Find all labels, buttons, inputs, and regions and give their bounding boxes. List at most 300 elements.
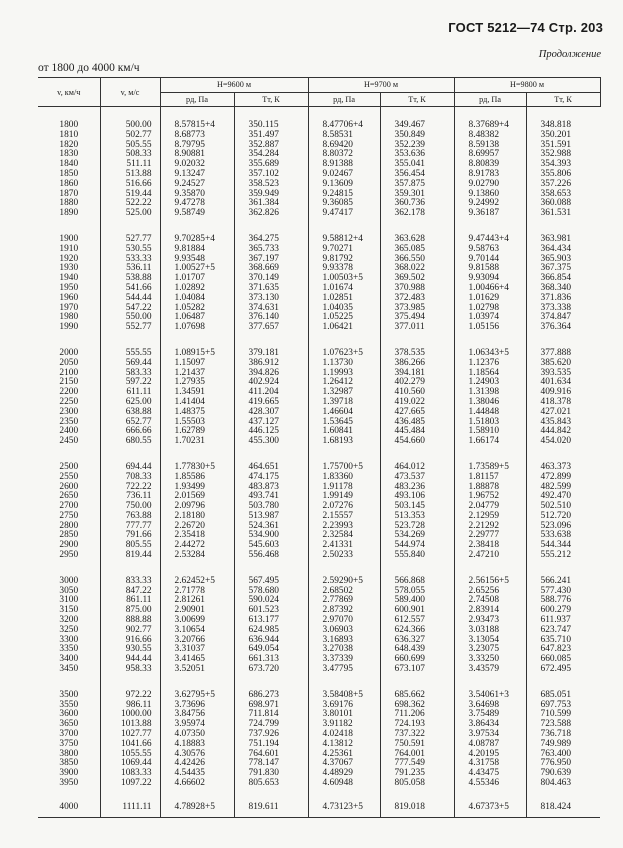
col-header-v-ms: v, м/с [100,78,160,107]
cell-t-9700: 483.236 [380,483,454,493]
cell-t-9700: 454.660 [380,437,454,447]
cell-pd-9700: 1.39718 [308,398,380,408]
cell-t-9800: 371.836 [526,294,600,304]
table-row [38,398,600,408]
table-row [38,274,600,284]
cell-pd-9700: 1.19993 [308,369,380,379]
cell-v-kmh: 2000 [59,347,79,358]
cell-pd-9800: 1.02798 [454,304,526,314]
cell-pd-9800: 9.24992 [454,199,526,209]
cell-t-9700: 394.181 [380,369,454,379]
cell-pd-9800: 4.55346 [454,779,526,789]
cell-pd-9700: 3.27038 [308,645,380,655]
table-row [38,789,600,817]
cell-t-9600: 724.799 [234,720,308,730]
cell-t-9800: 401.634 [526,378,600,388]
cell-pd-9600: 2.18180 [160,512,234,522]
cell-t-9600: 524.361 [234,522,308,532]
cell-pd-9600: 1.77830+5 [160,447,234,473]
cell-pd-9800: 8.69957 [454,150,526,160]
cell-pd-9800: 8.37689+4 [454,107,526,131]
cell-v-kmh: 4000 [38,789,100,817]
cell-pd-9600: 3.41465 [160,655,234,665]
cell-pd-9600: 3.62795+5 [160,675,234,701]
cell-pd-9600: 4.42426 [160,759,234,769]
cell-v-kmh: 3500 [59,689,79,700]
cell-v-kmh: 2500 [59,461,79,472]
cell-pd-9800: 1.73589+5 [454,447,526,473]
cell-v-ms: 1013.88 [100,720,160,730]
cell-t-9800: 393.535 [526,369,600,379]
table-row [38,473,600,483]
cell-t-9800: 611.937 [526,616,600,626]
cell-t-9600: 661.313 [234,655,308,665]
cell-t-9700: 578.055 [380,587,454,597]
cell-pd-9600: 2.35418 [160,531,234,541]
cell-v-kmh: 3300 [59,634,79,645]
cell-v-ms: 930.55 [100,645,160,655]
cell-pd-9700: 2.23993 [308,522,380,532]
page-header: ГОСТ 5212—74 Стр. 203 [448,20,603,35]
cell-t-9800: 790.639 [526,769,600,779]
cell-pd-9600: 8.79795 [160,141,234,151]
cell-t-9700: 445.484 [380,427,454,437]
cell-v-ms: 1111.11 [100,789,160,817]
cell-pd-9800: 8.91783 [454,170,526,180]
cell-pd-9800: 2.12959 [454,512,526,522]
cell-pd-9800: 3.13054 [454,636,526,646]
cell-pd-9800: 4.08787 [454,740,526,750]
cell-t-9700: 566.868 [380,561,454,587]
cell-pd-9600: 9.47278 [160,199,234,209]
cell-pd-9800: 1.00466+4 [454,284,526,294]
cell-pd-9700: 2.32584 [308,531,380,541]
cell-pd-9600: 8.57815+4 [160,107,234,131]
cell-pd-9800: 1.66174 [454,437,526,447]
table-row [38,190,600,200]
table-row [38,427,600,437]
cell-v-kmh: 2700 [59,501,79,512]
col-header-h9800: H=9800 м [454,78,600,93]
cell-t-9700: 373.985 [380,304,454,314]
col-header-pd: pд, Па [308,92,380,107]
cell-v-ms: 805.55 [100,541,160,551]
cell-v-ms: 552.77 [100,323,160,333]
cell-v-ms: 1041.66 [100,740,160,750]
cell-v-kmh: 1940 [59,273,79,284]
cell-pd-9800: 1.96752 [454,492,526,502]
cell-pd-9600: 2.90901 [160,606,234,616]
cell-t-9600: 711.814 [234,710,308,720]
cell-t-9600: 613.177 [234,616,308,626]
cell-pd-9600: 1.02892 [160,284,234,294]
cell-pd-9600: 3.95974 [160,720,234,730]
cell-v-kmh: 2950 [59,550,79,561]
cell-t-9800: 776.950 [526,759,600,769]
cell-v-kmh: 2450 [59,436,79,447]
table-row [38,512,600,522]
cell-pd-9600: 9.93548 [160,255,234,265]
cell-t-9600: 357.102 [234,170,308,180]
cell-v-ms: 944.44 [100,655,160,665]
cell-t-9800: 409.916 [526,388,600,398]
cell-pd-9600: 1.00527+5 [160,264,234,274]
table-row [38,418,600,428]
cell-pd-9700: 4.48929 [308,769,380,779]
table-row [38,551,600,561]
cell-pd-9800: 3.86434 [454,720,526,730]
cell-t-9600: 556.468 [234,551,308,561]
cell-t-9800: 377.888 [526,333,600,359]
cell-t-9600: 386.912 [234,359,308,369]
cell-pd-9700: 1.06421 [308,323,380,333]
cell-pd-9600: 1.34591 [160,388,234,398]
cell-t-9600: 377.657 [234,323,308,333]
cell-t-9800: 348.818 [526,107,600,131]
cell-t-9700: 365.085 [380,245,454,255]
cell-t-9700: 819.018 [380,789,454,817]
cell-pd-9800: 3.43579 [454,665,526,675]
cell-pd-9800: 4.31758 [454,759,526,769]
cell-pd-9600: 9.35870 [160,190,234,200]
cell-pd-9800: 4.43475 [454,769,526,779]
cell-t-9700: 523.728 [380,522,454,532]
cell-v-kmh: 2800 [59,520,79,531]
cell-v-ms: 550.00 [100,313,160,323]
cell-t-9700: 791.235 [380,769,454,779]
cell-t-9600: 370.149 [234,274,308,284]
cell-pd-9800: 9.47443+4 [454,219,526,245]
cell-pd-9600: 9.02032 [160,160,234,170]
table-row [38,483,600,493]
cell-t-9600: 673.720 [234,665,308,675]
cell-pd-9600: 4.07350 [160,730,234,740]
col-header-t: Tт, К [526,92,600,107]
cell-t-9700: 555.840 [380,551,454,561]
cell-pd-9800: 8.48382 [454,131,526,141]
cell-pd-9700: 9.81792 [308,255,380,265]
cell-t-9600: 376.140 [234,313,308,323]
cell-pd-9600: 9.81884 [160,245,234,255]
cell-t-9700: 648.439 [380,645,454,655]
cell-v-kmh: 1990 [59,322,79,333]
cell-t-9800: 588.776 [526,596,600,606]
table-row [38,626,600,636]
cell-v-kmh: 3050 [59,585,79,596]
cell-v-ms: 525.00 [100,209,160,219]
cell-v-ms: 763.88 [100,512,160,522]
cell-pd-9700: 2.87392 [308,606,380,616]
cell-v-ms: 527.77 [100,219,160,245]
cell-pd-9600: 1.70231 [160,437,234,447]
cell-t-9600: 737.926 [234,730,308,740]
cell-t-9700: 436.485 [380,418,454,428]
cell-pd-9700: 9.58812+4 [308,219,380,245]
cell-t-9800: 749.989 [526,740,600,750]
cell-pd-9600: 8.68773 [160,131,234,141]
cell-t-9600: 483.873 [234,483,308,493]
table-row [38,655,600,665]
cell-v-kmh: 1970 [59,302,79,313]
table-row [38,160,600,170]
cell-v-kmh: 2900 [59,540,79,551]
cell-t-9700: 350.849 [380,131,454,141]
cell-v-ms: 722.22 [100,483,160,493]
cell-t-9700: 349.467 [380,107,454,131]
cell-t-9800: 368.340 [526,284,600,294]
table-row [38,150,600,160]
cell-t-9600: 446.125 [234,427,308,437]
cell-pd-9800: 3.54061+3 [454,675,526,701]
cell-pd-9800: 1.81157 [454,473,526,483]
cell-v-ms: 750.00 [100,502,160,512]
cell-pd-9700: 9.47417 [308,209,380,219]
cell-v-ms: 819.44 [100,551,160,561]
cell-t-9600: 474.175 [234,473,308,483]
cell-t-9600: 764.601 [234,750,308,760]
cell-t-9800: 512.720 [526,512,600,522]
cell-t-9600: 698.971 [234,701,308,711]
table-row [38,492,600,502]
cell-t-9800: 710.599 [526,710,600,720]
cell-v-ms: 569.44 [100,359,160,369]
cell-pd-9700: 4.13812 [308,740,380,750]
cell-pd-9600: 2.01569 [160,492,234,502]
col-header-t: Tт, К [380,92,454,107]
cell-v-kmh: 1920 [59,253,79,264]
cell-t-9700: 370.988 [380,284,454,294]
cell-pd-9800: 1.38046 [454,398,526,408]
cell-t-9600: 364.275 [234,219,308,245]
cell-v-ms: 536.11 [100,264,160,274]
cell-pd-9800: 2.83914 [454,606,526,616]
cell-pd-9600: 3.10654 [160,626,234,636]
cell-pd-9700: 2.41331 [308,541,380,551]
cell-v-ms: 1069.44 [100,759,160,769]
cell-pd-9600: 1.41404 [160,398,234,408]
cell-pd-9700: 8.58531 [308,131,380,141]
cell-pd-9700: 1.01674 [308,284,380,294]
cell-v-kmh: 1850 [59,168,79,179]
cell-t-9600: 464.651 [234,447,308,473]
cell-v-ms: 1055.55 [100,750,160,760]
cell-v-kmh: 2850 [59,530,79,541]
cell-t-9600: 371.635 [234,284,308,294]
cell-t-9600: 362.826 [234,209,308,219]
cell-t-9600: 358.523 [234,180,308,190]
cell-pd-9600: 1.93499 [160,483,234,493]
cell-pd-9800: 2.29777 [454,531,526,541]
cell-t-9700: 386.266 [380,359,454,369]
cell-pd-9600: 1.85586 [160,473,234,483]
table-body [38,107,600,818]
cell-t-9800: 354.393 [526,160,600,170]
cell-t-9800: 360.088 [526,199,600,209]
cell-v-kmh: 3850 [59,758,79,769]
table-row [38,522,600,532]
cell-t-9700: 777.549 [380,759,454,769]
cell-pd-9700: 8.47706+4 [308,107,380,131]
gost-data-table [38,77,601,818]
cell-pd-9800: 4.20195 [454,750,526,760]
cell-t-9700: 352.239 [380,141,454,151]
cell-v-kmh: 3600 [59,709,79,720]
cell-pd-9700: 2.50233 [308,551,380,561]
cell-pd-9600: 1.21437 [160,369,234,379]
cell-pd-9700: 3.47795 [308,665,380,675]
cell-pd-9700: 4.60948 [308,779,380,789]
cell-v-kmh: 1830 [59,149,79,160]
cell-v-ms: 847.22 [100,587,160,597]
cell-v-ms: 638.88 [100,408,160,418]
cell-v-ms: 500.00 [100,107,160,131]
cell-t-9800: 685.051 [526,675,600,701]
cell-v-kmh: 1900 [59,233,79,244]
cell-pd-9600: 1.04084 [160,294,234,304]
cell-t-9800: 350.201 [526,131,600,141]
cell-v-kmh: 2050 [59,357,79,368]
cell-pd-9700: 3.16893 [308,636,380,646]
cell-pd-9800: 2.38418 [454,541,526,551]
cell-v-kmh: 3550 [59,699,79,710]
cell-pd-9800: 3.33250 [454,655,526,665]
cell-t-9800: 763.400 [526,750,600,760]
cell-t-9800: 444.842 [526,427,600,437]
cell-pd-9800: 1.31398 [454,388,526,398]
cell-t-9700: 503.145 [380,502,454,512]
cell-pd-9600: 4.54435 [160,769,234,779]
table-row [38,561,600,587]
cell-v-ms: 972.22 [100,675,160,701]
cell-t-9700: 805.058 [380,779,454,789]
col-header-h9700: H=9700 м [308,78,454,93]
cell-pd-9800: 8.59138 [454,141,526,151]
cell-t-9700: 372.483 [380,294,454,304]
cell-pd-9800: 9.13860 [454,190,526,200]
cell-v-kmh: 3200 [59,615,79,626]
cell-t-9600: 350.115 [234,107,308,131]
cell-t-9800: 818.424 [526,789,600,817]
cell-t-9800: 660.085 [526,655,600,665]
table-row [38,209,600,219]
cell-t-9600: 379.181 [234,333,308,359]
cell-t-9800: 482.599 [526,483,600,493]
cell-v-kmh: 3250 [59,624,79,635]
cell-pd-9800: 2.65256 [454,587,526,597]
cell-v-ms: 519.44 [100,190,160,200]
cell-pd-9700: 1.91178 [308,483,380,493]
cell-t-9800: 492.470 [526,492,600,502]
cell-t-9600: 686.273 [234,675,308,701]
col-header-pd: pд, Па [454,92,526,107]
cell-v-kmh: 2100 [59,367,79,378]
cell-pd-9800: 1.44848 [454,408,526,418]
cell-t-9800: 804.463 [526,779,600,789]
cell-t-9700: 600.901 [380,606,454,616]
table-row [38,141,600,151]
cell-v-ms: 513.88 [100,170,160,180]
cell-t-9600: 351.497 [234,131,308,141]
cell-pd-9700: 1.83360 [308,473,380,483]
cell-t-9600: 355.689 [234,160,308,170]
cell-t-9600: 590.024 [234,596,308,606]
cell-v-ms: 833.33 [100,561,160,587]
cell-t-9700: 493.106 [380,492,454,502]
cell-pd-9700: 4.02418 [308,730,380,740]
cell-t-9600: 402.924 [234,378,308,388]
cell-t-9800: 533.638 [526,531,600,541]
cell-t-9600: 428.307 [234,408,308,418]
cell-v-ms: 708.33 [100,473,160,483]
cell-t-9700: 377.011 [380,323,454,333]
cell-t-9800: 352.988 [526,150,600,160]
cell-v-ms: 694.44 [100,447,160,473]
col-header-v-kmh: v, км/ч [38,78,100,107]
cell-v-kmh: 1810 [59,129,79,140]
cell-t-9700: 636.327 [380,636,454,646]
table-row [38,502,600,512]
cell-pd-9600: 1.55503 [160,418,234,428]
cell-t-9700: 419.022 [380,398,454,408]
cell-pd-9600: 1.15097 [160,359,234,369]
cell-t-9600: 601.523 [234,606,308,616]
cell-t-9700: 378.535 [380,333,454,359]
cell-t-9800: 672.495 [526,665,600,675]
table-row [38,107,600,131]
cell-pd-9600: 1.05282 [160,304,234,314]
cell-v-kmh: 1890 [59,208,79,219]
cell-v-kmh: 1860 [59,178,79,189]
cell-pd-9800: 3.64698 [454,701,526,711]
cell-t-9800: 647.823 [526,645,600,655]
cell-t-9600: 361.384 [234,199,308,209]
cell-t-9700: 353.636 [380,150,454,160]
cell-v-kmh: 2650 [59,491,79,502]
cell-pd-9600: 9.13247 [160,170,234,180]
cell-pd-9800: 1.06343+5 [454,333,526,359]
cell-pd-9700: 1.02851 [308,294,380,304]
cell-t-9700: 369.502 [380,274,454,284]
cell-v-ms: 597.22 [100,378,160,388]
cell-pd-9800: 1.58910 [454,427,526,437]
col-header-pd: pд, Па [160,92,234,107]
cell-v-ms: 511.11 [100,160,160,170]
cell-pd-9600: 3.31037 [160,645,234,655]
cell-pd-9700: 4.37067 [308,759,380,769]
table-range-caption: от 1800 до 4000 км/ч [38,62,140,74]
cell-v-ms: 538.88 [100,274,160,284]
cell-pd-9700: 4.73123+5 [308,789,380,817]
cell-v-ms: 777.77 [100,522,160,532]
cell-v-kmh: 2300 [59,406,79,417]
cell-t-9700: 544.974 [380,541,454,551]
cell-v-ms: 625.00 [100,398,160,408]
cell-v-ms: 1083.33 [100,769,160,779]
cell-t-9800: 357.226 [526,180,600,190]
cell-t-9700: 357.875 [380,180,454,190]
cell-pd-9800: 2.93473 [454,616,526,626]
cell-t-9700: 356.454 [380,170,454,180]
cell-v-kmh: 1820 [59,139,79,150]
cell-t-9700: 685.662 [380,675,454,701]
cell-pd-9700: 1.99149 [308,492,380,502]
cell-v-kmh: 2250 [59,396,79,407]
table-row [38,675,600,701]
continuation-label: Продолжение [538,49,601,60]
cell-v-ms: 680.55 [100,437,160,447]
cell-v-ms: 1000.00 [100,710,160,720]
cell-pd-9700: 9.02467 [308,170,380,180]
